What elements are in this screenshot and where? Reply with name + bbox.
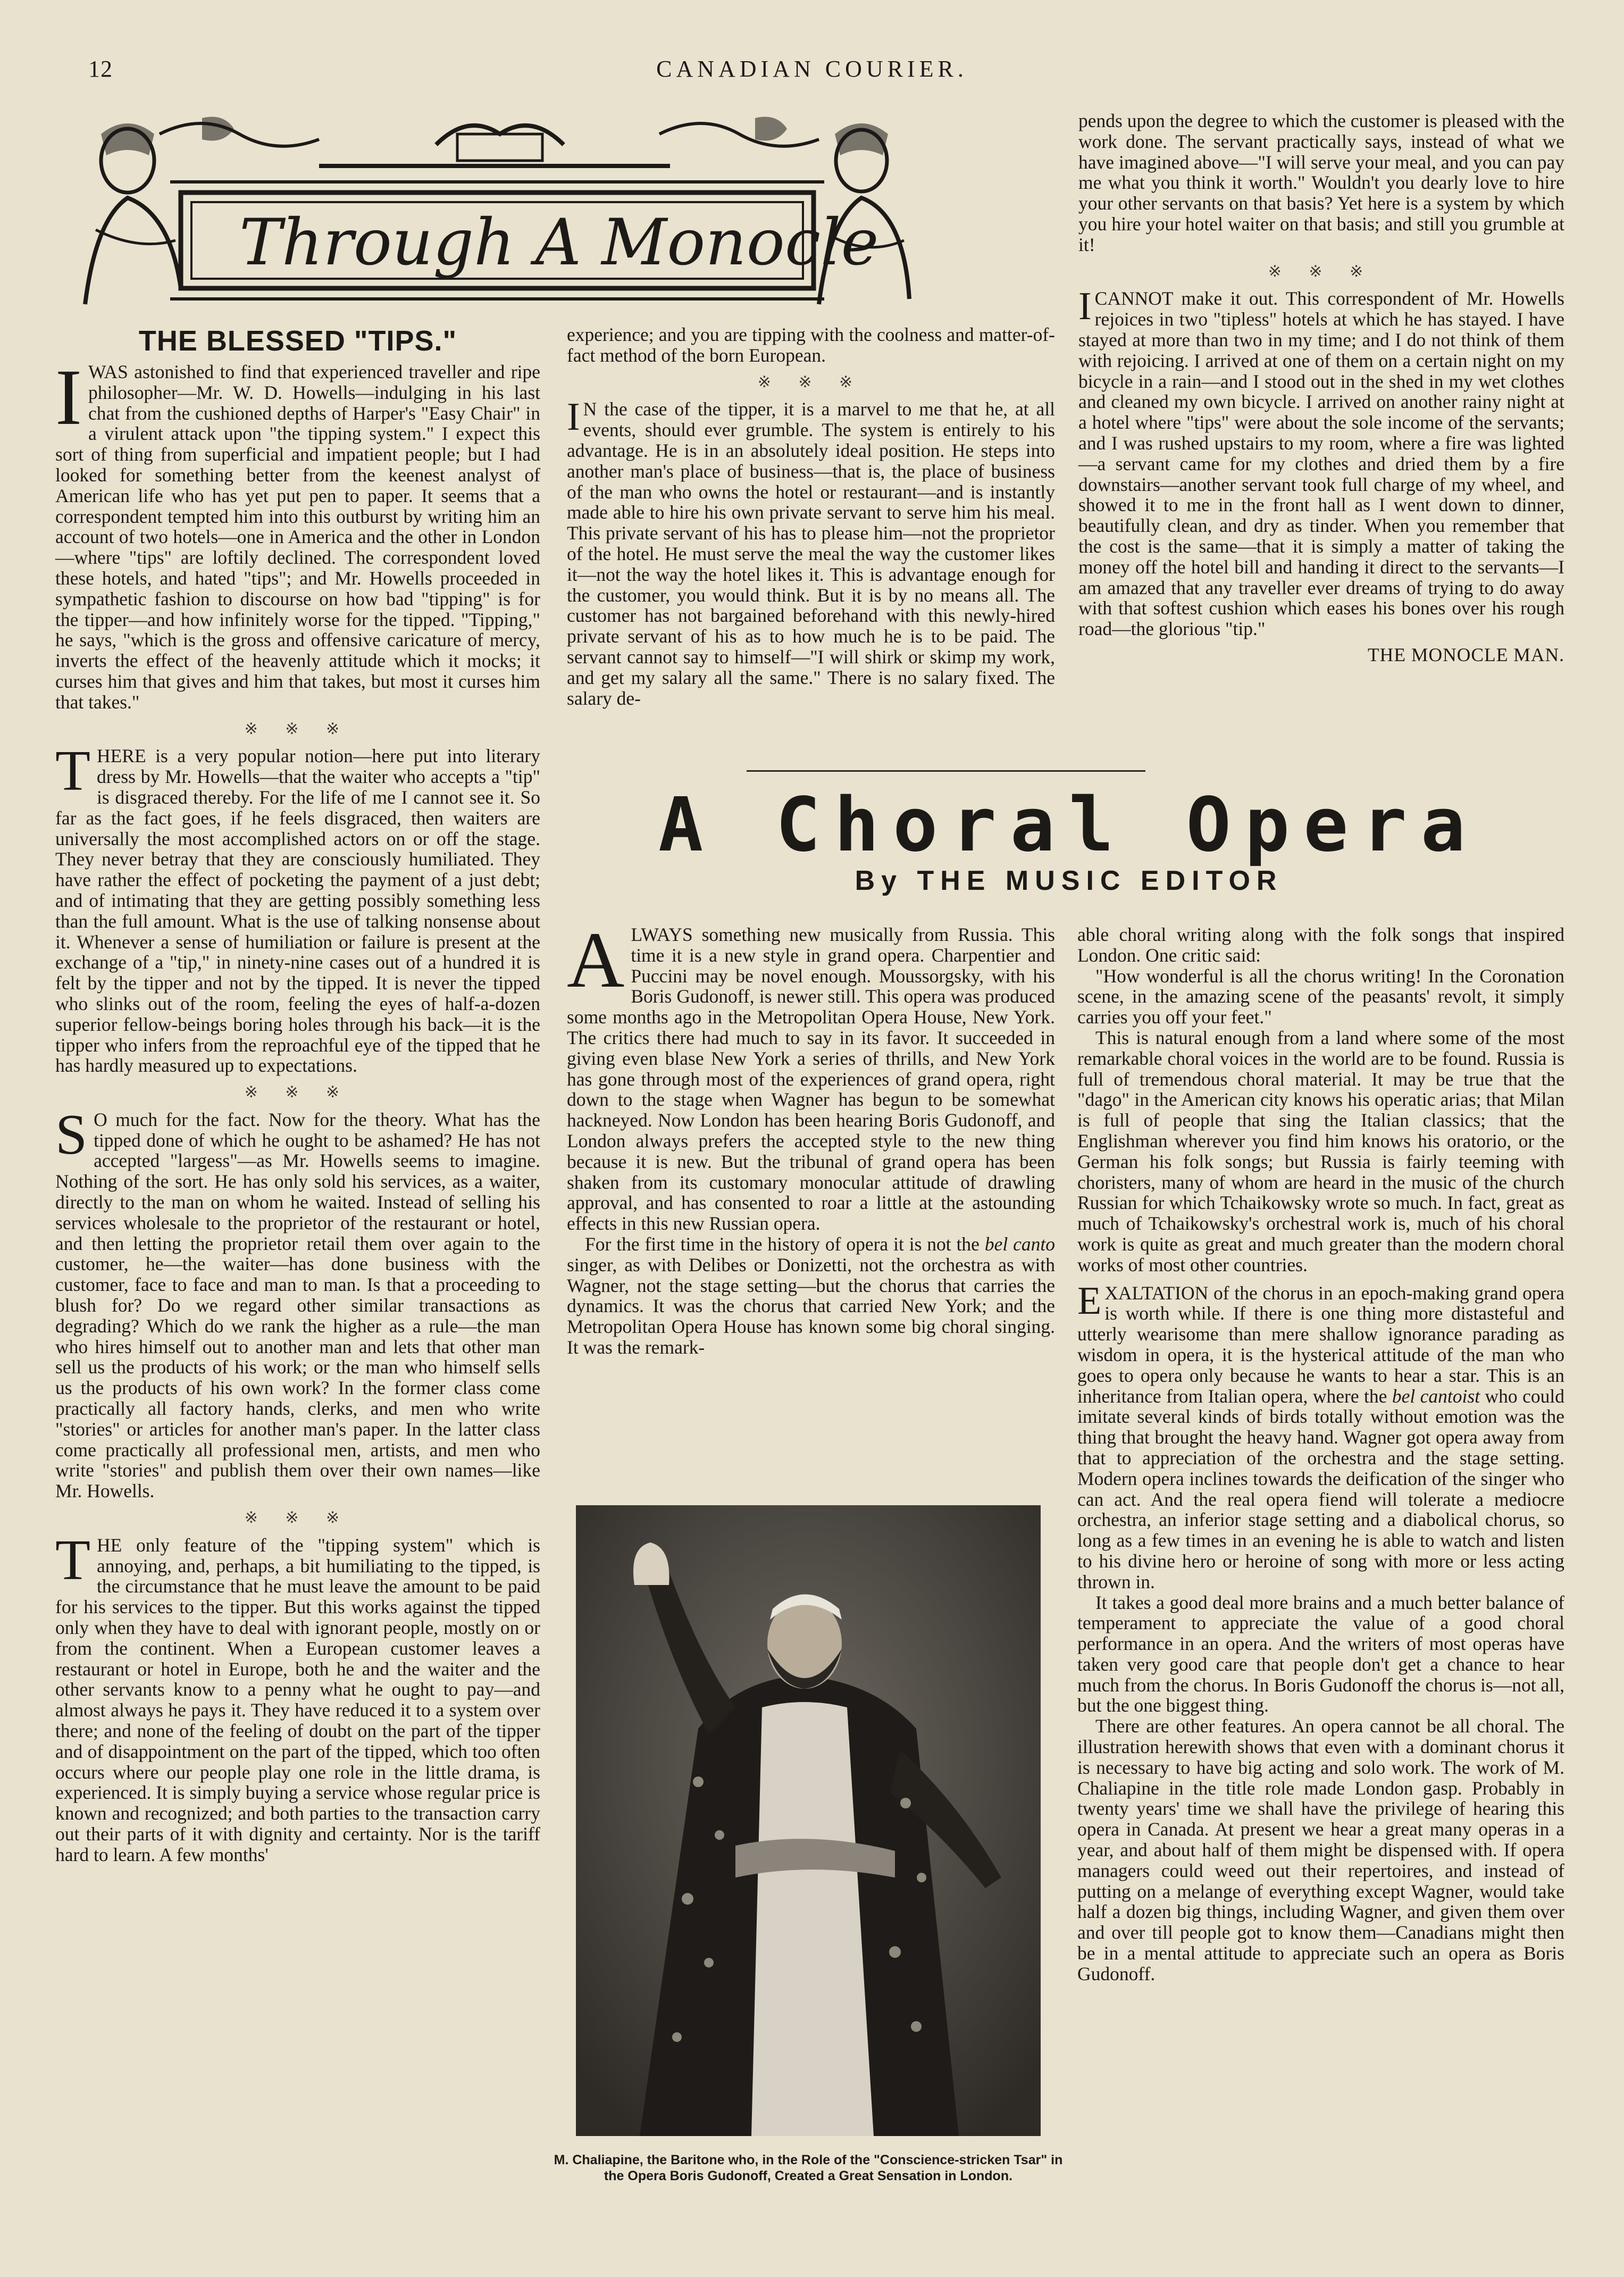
tips-paragraph-1: IWAS astonished to find that experienced traveller and ripe philosopher—Mr. W. D. Howells—indulging in his last chat from the cushioned depths of Harper's "Easy Chair" in a virulent attack upon "the tipping system." I expect this sort of thing from superficial and impatient people; but I had looked for something better from the keenest analyst of American life who has yet put pen to paper. It seems that a correspondent tempted him into this outburst by writing him an account of two hotels—one in America and the other in London—where "tips" are loftily declined. The correspondent loved these hotels, and hated "tips"; and Mr. Howells proceeded in sympathetic fashion to discourse on how bad "tipping" is for the tipper—and how infinitely worse for the tipped. "Tipping," he says, "which is the gross and offensive caricature of mercy, inverts the effect of the heavenly attitude which it mocks; it curses him that gives and him that takes, but most it curses him that takes." (55, 353, 540, 713)
monocle-banner (64, 113, 915, 310)
banner-title: Through A Monocle (239, 206, 879, 280)
opera-paragraph-1: ALWAYS something new musically from Russia. This time it is a new style in grand opera. Charpentier and Puccini may be novel enough. Moussorgsky, with his Boris Gudonoff, is newer still. This opera was produced some months ago in the Metropolitan Opera House, New York. The critics there had much to say in its favor. It succeeded in giving even blase New York a series of thrills, and New York has gone through most of the experiences of grand opera, right down to the stage when Wagner has begun to be somewhat hackneyed. Now London has been hearing Boris Gudonoff, and London always prefers the accepted style to the new thing because it is new. But the tribunal of grand opera has been shaken from its customary monocular attitude of drawling approval, and has consented to roar a little at the astounding effects in this new Russian opera. (567, 916, 1055, 1235)
ornament-divider: ※ ※ ※ (757, 373, 865, 391)
tips-column-1 (55, 353, 540, 1865)
drop-cap: I (55, 353, 82, 441)
opera-paragraph-5: EXALTATION of the chorus in an epoch-making grand opera is worth while. If there is one thing more distasteful and utterly wearisome than mere shallow ignorance parading as wisdom in opera, it is the hysterical attitude of the man who goes to opera only because he wants to hear a star. This is an inheritance from Italian opera, where the bel cantoist who could imitate several kinds of birds totally without emotion was the thing that brought the heavy hand. Wagner got opera away from that to appreciation of the orchestra and the stage setting. Modern opera inclines towards the deification of the singer who can act. And the real opera fiend will tolerate a mediocre orchestra, an inferior stage setting and a diabolical chorus, so long as a few times in an evening he is able to watch and listen to his divine hero or heroine of song with more or less acting thrown in. (1077, 1279, 1564, 1592)
drop-cap: T (55, 739, 90, 803)
tips-paragraph-7: pends upon the degree to which the customer is pleased with the work done. The servant practically says, instead of what we have imagined above—"I will serve your meal, and you can pay me what you think it worth." Wouldn't you dearly love to hire your other servants on that basis? Yet here is a system by which you hire your hotel waiter on that basis; and still you grumble at it! (1078, 110, 1564, 255)
article-signature: THE MONOCLE MAN. (1368, 644, 1564, 665)
opera-paragraph-4: This is natural enough from a land where some of the most remarkable choral voices in the world are to be found. Russia is full of tremendous choral material. It may be true that the "dago" in the American city knows his operatic arias; that Milan is full of people that sing the Italian classics; that the Englishman wherever you find him knows his oratorio, or the German his folk songs; but Russia is fairly teeming with choristers, many of whom are heard in the music of the church Russian for which Tchaikowsky wrote so much. In fact, great as much of Tchaikowsky's orchestral work is, much of his choral work is quite as great and much greater than the modern choral works of most other countries. (1077, 1027, 1564, 1275)
drop-cap: I (567, 395, 580, 439)
ornament-divider: ※ ※ ※ (244, 1083, 351, 1102)
tips-column-3 (1078, 111, 1564, 665)
tips-paragraph-4: THE only feature of the "tipping system" which is annoying, and, perhaps, a bit humiliating to the tipped, is the circumstance that he must leave the amount to be paid for his services to the tipper. But this works against the tipped only when they have to deal with ignorant people, mostly on or from the continent. When a European customer leaves a restaurant or hotel in Europe, both he and the waiter and the other servants know to a penny what he ought to pay—and almost always he pays it. They have reduced it to a system over there; and none of the feeling of doubt on the part of the tipper and of disappointment on the part of the tipped, which too often occurs where our people play one role in the little drama, is experienced. It is simply buying a service whose regular price is known and recognized; and both parties to the transaction carry out their parts of it with dignity and certainty. Nor is the tariff hard to learn. A few months' (55, 1528, 540, 1865)
tips-paragraph-2: THERE is a very popular notion—here put into literary dress by Mr. Howells—that the waiter who accepts a "tip" is disgraced thereby. For the life of me I cannot see it. So far as the fact goes, if he feels disgraced, then waiters are universally the most accomplished actors on or off the stage. They never betray that they are consciously humiliated. They have rather the effect of pocketing the payment of a just debt; and of intimating that they are getting possibly something less than the full amount. What is the use of talking nonsense about it. Whenever a sense of humiliation or failure is present at the exchange of a "tip," in ninety-nine cases out of a hundred it is felt by the tipper and not by the tipped. It is never the tipped who slinks out of the room, feeling the eyes of half-a-dozen superior fellow-beings boring holes through his back—it is the tipper who infers from the reproachful eye of the tipped that he has hardly measured up to expectations. (55, 739, 540, 1077)
tips-paragraph-6: I N the case of the tipper, it is a marvel to me that he, at all events, should ever grumble. The system is entirely to his advantage. He is in an absolutely ideal position. He steps into another man's place of business—that is, the place of business of the man who owns the hotel or restaurant—and is instantly made able to hire his own private servant to serve him his meal. This private servant of his has to please him—not the proprietor of the hotel. He must serve the meal the way the customer likes it—not the way the hotel likes it. This is advantage enough for the customer, you would think. But it is by no means all. The customer has not bargained beforehand with this newly-hired private servant of his as to how much he is to be paid. The servant cannot say to himself—"I will shirk or skimp my work, and get my salary all the same." There is no salary fixed. The salary de- (567, 395, 1055, 709)
tips-paragraph-8: ICANNOT make it out. This correspondent of Mr. Howells rejoices in two "tipless" hotels at which he has stayed. I have stayed at more than two in my time; and I do not think of them with rejoicing. I arrived at one of them on a certain night on my bicycle in a rain—and I stood out in the shed in my wet clothes and cleaned my own bicycle. I arrived on another rainy night at a hotel where "tips" were about the sole income of the servants; and I was rushed upstairs to my room, where a fire was lighted—a servant came for my clothes and dried them by a fire downstairs—another servant took full charge of my wheel, and showed it to me in the front hall as I went down to dinner, beautifully clean, and dry as tinder. When you remember that the cost is the same—that it is simply a matter of taking the money off the hotel bill and handing it direct to the servants—I am amazed that any traveller ever dreams of trying to do away with that softest cushion which eases his bones over his rough road—the glorious "tip." (1078, 285, 1564, 640)
drop-cap: E (1077, 1279, 1102, 1323)
drop-cap: I (1078, 285, 1092, 329)
tips-paragraph-5: experience; and you are tipping with the coolness and matter-of-fact method of the born European. (567, 324, 1055, 366)
ornament-divider: ※ ※ ※ (244, 720, 351, 738)
page-number: 12 (88, 56, 113, 82)
drop-cap: A (567, 916, 625, 1004)
opera-paragraph-2: For the first time in the history of opera it is not the bel canto singer, as with Delibes or Donizetti, not the orchestra as with Wagner, not the stage setting—but the chorus that carries the dynamics. It was the chorus that carried New York; and the Metropolitan Opera House has known some big choral singing. It was the remark- (567, 1233, 1055, 1358)
tips-headline: THE BLESSED "TIPS." (138, 325, 457, 357)
publication-title: CANADIAN COURIER. (656, 56, 968, 82)
drop-cap: S (55, 1103, 88, 1166)
opera-column-2 (1077, 924, 1564, 1984)
photo-figure (576, 1505, 1041, 2136)
opera-paragraph-6: It takes a good deal more brains and a much better balance of temperament to appreciate the value of a good choral performance in an opera. And the writers of most operas have taken very good care that people don't get a chance to hear much from the chorus. In Boris Gudonoff the chorus is—not all, but the one biggest thing. (1077, 1591, 1564, 1716)
opera-article-title: A Choral Opera (658, 782, 1480, 869)
opera-quote: "How wonderful is all the chorus writing! In the Coronation scene, in the amazing scene of the peasants' revolt, it simply carries you off your feet." (1077, 965, 1564, 1028)
tips-column-2 (567, 324, 1055, 708)
chaliapine-photo (576, 1505, 1041, 2136)
ornament-divider: ※ ※ ※ (244, 1509, 351, 1527)
opera-byline: By THE MUSIC EDITOR (855, 865, 1283, 896)
section-rule (747, 770, 1145, 772)
photo-caption: M. Chaliapine, the Baritone who, in the Role of the "Conscience-stricken Tsar" in the Opera Boris Gudonoff, Created a Great Sensation in London. (554, 2153, 1063, 2183)
opera-column-1 (567, 916, 1055, 1358)
tips-paragraph-3: S O much for the fact. Now for the theory. What has the tipped done of which he ought to be ashamed? He has not accepted "largess"—as Mr. Howells seems to imagine. Nothing of the sort. He has only sold his services, as a waiter, directly to the man on whom he waited. Instead of selling his services wholesale to the proprietor of the restaurant or hotel, and then letting the proprietor retail them over again to the customer, he—the waiter—has done business with the customer, face to face and man to man. Is that a proceeding to blush for? Do we regard other similar transactions as degrading? Which do we rank the higher as a rule—the man who hires himself out to another man and lets that other man sell us the products of his work; or the man who himself sells us the products of his own work? In the former class come practically all factory hands, clerks, and men who write "stories" or articles for another man's paper. In the latter class come practically all professional men, artists, and men who write "stories" and publish them over their own names—like Mr. Howells. (55, 1103, 540, 1502)
opera-paragraph-7: There are other features. An opera cannot be all choral. The illustration herewith shows that even with a dominant chorus it is necessary to have big acting and solo work. The work of M. Chaliapine in the title role made London gasp. Probably in twenty years' time we shall have the privilege of hearing this opera in Canada. At present we hear a great many operas in a year, and about half of them might be dispensed with. If opera managers could weed out their repertoires, and instead of putting on a melange of everything except Wagner, would take half a dozen big things, including Wagner, and given them over and over till people got to know them—Canadians might then be in a mental attitude to appreciate such an opera as Boris Gudonoff. (1077, 1715, 1564, 1984)
drop-cap: T (55, 1528, 90, 1592)
opera-paragraph-3: able choral writing along with the folk songs that inspired London. One critic said: (1077, 924, 1564, 966)
ornament-divider: ※ ※ ※ (1268, 262, 1375, 280)
